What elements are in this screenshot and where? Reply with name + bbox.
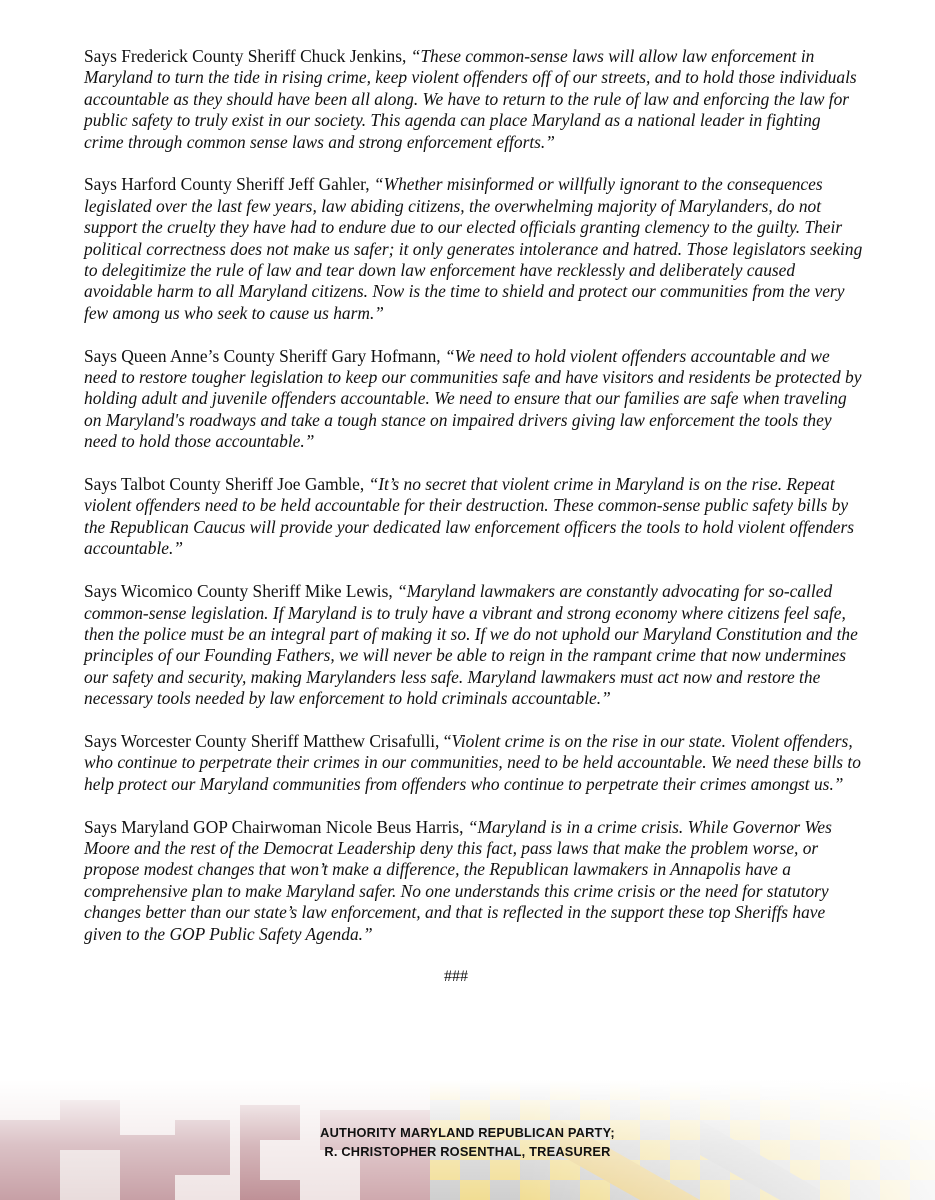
speaker-attribution: Says Talbot County Sheriff Joe Gamble,	[84, 474, 369, 495]
speaker-attribution: Says Worcester County Sheriff Matthew Crisafulli, “	[84, 730, 452, 751]
press-release-body	[84, 46, 864, 988]
quote-text: “Maryland lawmakers are constantly advocating for so-called common-sense legislation. If Maryland is to truly have a vibrant and strong economy where citizens feel safe, then the police must be an integral part of making it so. If we do not uphold our Maryland Constitution and the principles of our Founding Fathers, we will never be able to reign in the rampant crime that now undermines our safety and security, making Marylanders less safe. Maryland lawmakers must act now and restore the necessary tools needed by law enforcement to hold criminals accountable.”	[84, 581, 858, 709]
footer-line-2: R. CHRISTOPHER ROSENTHAL, TREASURER	[324, 1144, 611, 1159]
speaker-attribution: Says Harford County Sheriff Jeff Gahler,	[84, 174, 374, 195]
quote-paragraph-lewis	[84, 581, 864, 709]
quote-text: “We need to hold violent offenders accountable and we need to restore tougher legislation to keep our communities safe and have visitors and residents be protected by holding adult and juvenile offenders accountable. We need to ensure that our families are safe when traveling on Maryland's roadways and take a tough stance on impaired drivers giving law enforcement the tools they need to hold those accountable.”	[84, 345, 862, 452]
speaker-attribution: Says Queen Anne’s County Sheriff Gary Hofmann,	[84, 345, 445, 366]
speaker-attribution: Says Maryland GOP Chairwoman Nicole Beus Harris,	[84, 816, 468, 837]
quote-text: “Whether misinformed or willfully ignorant to the consequences legislated over the last few years, law abiding citizens, the overwhelming majority of Marylanders, do not support the cruelty they have had to endure due to our elected officials granting clemency to the guilty. Their political correctness does not make us safer; it only generates intolerance and hatred. Those legislators seeking to delegitimize the rule of law and tear down law enforcement have recklessly and deliberately caused avoidable harm to all Maryland citizens. Now is the time to shield and protect our communities from the very few among us who seek to cause us harm.”	[84, 174, 863, 323]
quote-text: “It’s no secret that violent crime in Maryland is on the rise. Repeat violent offenders need to be held accountable for their destruction. These common-sense public safety bills by the Republican Caucus will provide your dedicated law enforcement officers the tools to hold violent offenders accountable.”	[84, 474, 855, 559]
speaker-attribution: Says Wicomico County Sheriff Mike Lewis,	[84, 581, 398, 602]
authority-footer	[0, 1123, 935, 1161]
end-mark: ###	[444, 968, 468, 986]
speaker-attribution: Says Frederick County Sheriff Chuck Jenkins,	[84, 46, 411, 66]
quote-paragraph-harris	[84, 817, 864, 945]
quote-paragraph-gahler	[84, 174, 864, 324]
quote-text: Violent crime is on the rise in our state. Violent offenders, who continue to perpetrate their crimes in our communities, need to be held accountable. We need these bills to help protect our Maryland communities from offenders who continue to perpetrate their crimes amongst us.”	[84, 730, 861, 794]
footer-line-1: AUTHORITY MARYLAND REPUBLICAN PARTY;	[320, 1125, 615, 1140]
quote-paragraph-gamble	[84, 474, 864, 560]
quote-paragraph-jenkins	[84, 46, 864, 153]
quote-text: “These common-sense laws will allow law enforcement in Maryland to turn the tide in rising crime, keep violent offenders off of our streets, and to hold those individuals accountable as they should have been all along. We have to return to the rule of law and enforcing the law for public safety to truly exist in our society. This agenda can place Maryland as a national leader in fighting crime through common sense laws and strong enforcement efforts.”	[84, 46, 857, 152]
quote-paragraph-crisafulli	[84, 731, 864, 795]
quote-paragraph-hofmann	[84, 346, 864, 453]
quote-text: “Maryland is in a crime crisis. While Governor Wes Moore and the rest of the Democrat Leadership deny this fact, pass laws that make the problem worse, or propose modest changes that won’t make a difference, the Republican lawmakers in Annapolis have a comprehensive plan to make Maryland safer. No one understands this crime crisis or the need for statutory changes better than our state’s law enforcement, and that is reflected in the support these top Sheriffs have given to the GOP Public Safety Agenda.”	[84, 816, 832, 944]
